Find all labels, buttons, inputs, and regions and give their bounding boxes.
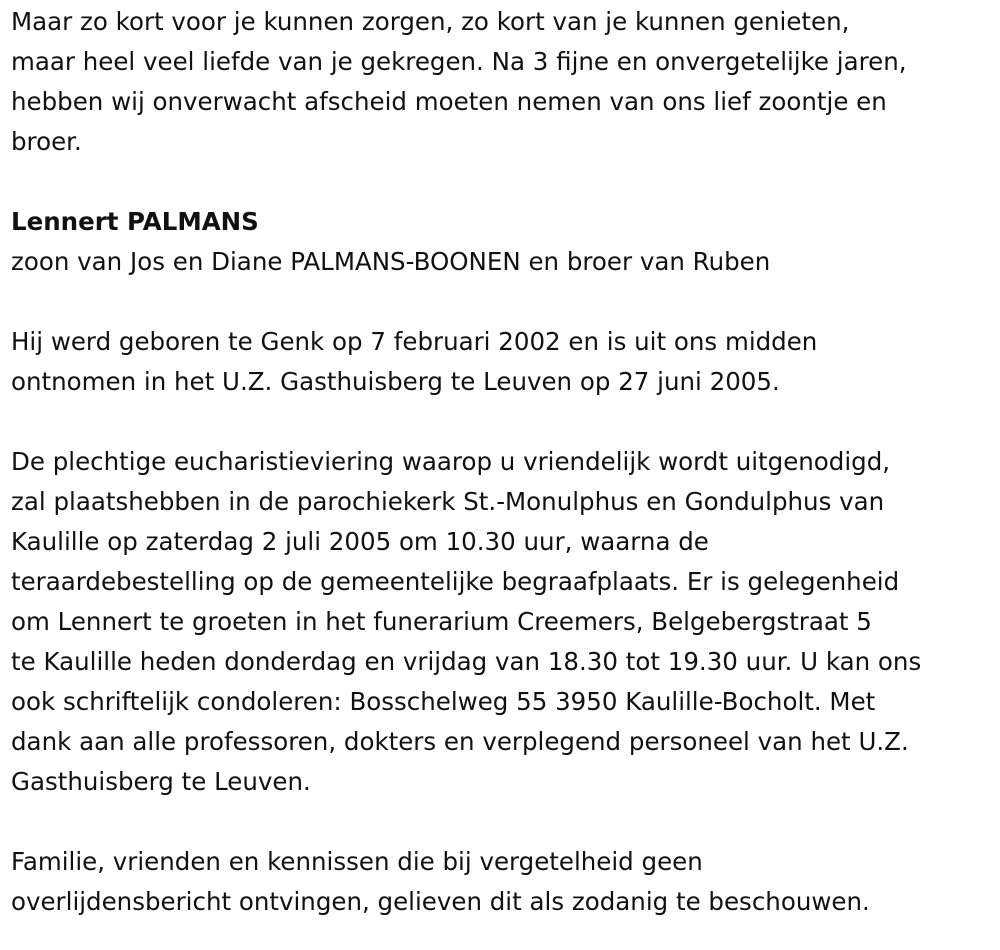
birth-paragraph bbox=[11, 322, 996, 402]
text-line: ook schriftelijk condoleren: Bosschelweg 55 3950 Kaulille-Bocholt. Met bbox=[11, 687, 876, 716]
text-line: broer. bbox=[11, 127, 82, 156]
text-line: teraardebestelling op de gemeentelijke begraafplaats. Er is gelegenheid bbox=[11, 567, 900, 596]
text-line: ontnomen in het U.Z. Gasthuisberg te Leuven op 27 juni 2005. bbox=[11, 367, 780, 396]
relation-line: zoon van Jos en Diane PALMANS-BOONEN en broer van Ruben bbox=[11, 247, 771, 276]
text-line: De plechtige eucharistieviering waarop u vriendelijk wordt uitgenodigd, bbox=[11, 447, 891, 476]
ceremony-paragraph bbox=[11, 442, 996, 802]
text-line: Kaulille op zaterdag 2 juli 2005 om 10.30 uur, waarna de bbox=[11, 527, 709, 556]
text-line: zal plaatshebben in de parochiekerk St.-Monulphus en Gondulphus van bbox=[11, 487, 885, 516]
text-line: Gasthuisberg te Leuven. bbox=[11, 767, 311, 796]
name-paragraph bbox=[11, 202, 996, 242]
text-line: overlijdensbericht ontvingen, gelieven dit als zodanig te beschouwen. bbox=[11, 887, 870, 916]
text-line: dank aan alle professoren, dokters en verplegend personeel van het U.Z. bbox=[11, 727, 909, 756]
text-line: Familie, vrienden en kennissen die bij vergetelheid geen bbox=[11, 847, 703, 876]
text-line: Maar zo kort voor je kunnen zorgen, zo kort van je kunnen genieten, bbox=[11, 7, 850, 36]
deceased-name: Lennert PALMANS bbox=[11, 207, 259, 236]
obituary-document bbox=[11, 2, 996, 922]
text-line: maar heel veel liefde van je gekregen. Na 3 fijne en onvergetelijke jaren, bbox=[11, 47, 907, 76]
text-line: hebben wij onverwacht afscheid moeten nemen van ons lief zoontje en bbox=[11, 87, 887, 116]
text-line: om Lennert te groeten in het funerarium Creemers, Belgebergstraat 5 bbox=[11, 607, 872, 636]
intro-paragraph bbox=[11, 2, 996, 162]
relation-paragraph bbox=[11, 242, 996, 282]
text-line: te Kaulille heden donderdag en vrijdag van 18.30 tot 19.30 uur. U kan ons bbox=[11, 647, 922, 676]
closing-paragraph bbox=[11, 842, 996, 922]
text-line: Hij werd geboren te Genk op 7 februari 2002 en is uit ons midden bbox=[11, 327, 818, 356]
